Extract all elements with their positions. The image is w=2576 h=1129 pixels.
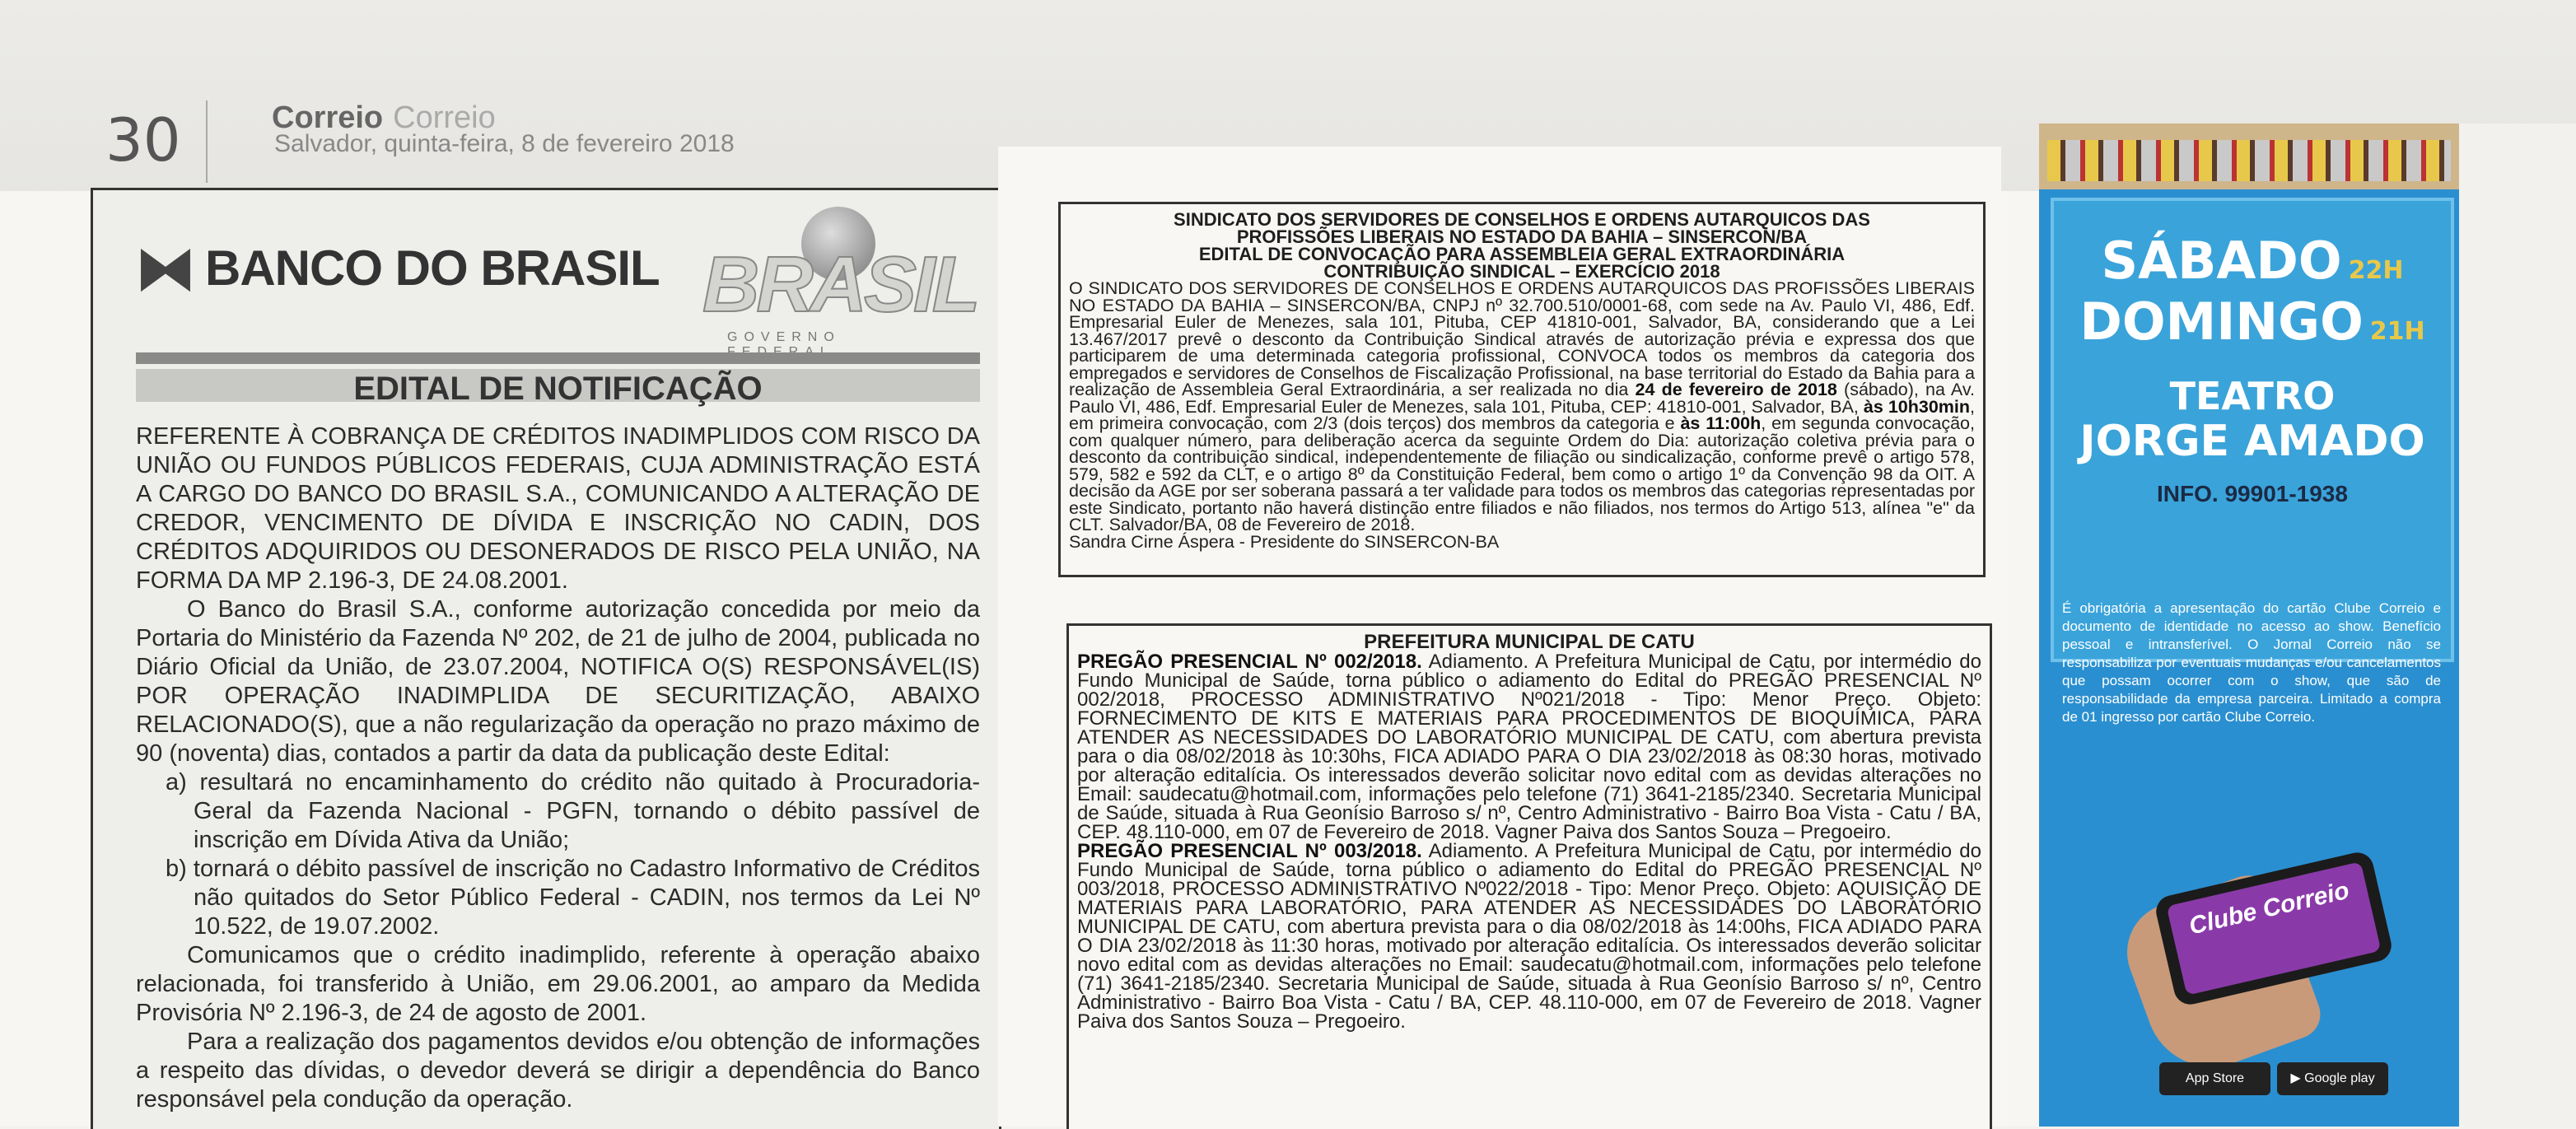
- ad-venue-1: TEATRO: [2169, 374, 2336, 418]
- ad-venue-2: JORGE AMADO: [2079, 417, 2425, 466]
- title-rule: [136, 352, 980, 364]
- sindicato-edital: [1058, 202, 1986, 577]
- pregao-003: [1077, 842, 1981, 1031]
- sindicato-date: 24 de fevereiro de 2018: [1635, 380, 1837, 399]
- page-right-margin: [2459, 124, 2576, 1127]
- notice-title: EDITAL DE NOTIFICAÇÃO: [353, 371, 763, 407]
- play-icon: ▶: [2290, 1071, 2305, 1085]
- pregao-002: [1077, 652, 1981, 842]
- brand-ghost: Correio: [393, 100, 496, 135]
- sindicato-head-2: PROFISSÕES LIBERAIS NO ESTADO DA BAHIA – SINSERCON/BA: [1236, 226, 1808, 247]
- show-poster: [2051, 198, 2454, 662]
- sindicato-text-b: (sábado), na Av. Paulo VI, 486, Edf. Empresarial Euler de Menezes, sala 101, Pituba, CEP: 41810-001, Salvador, BA,: [1069, 380, 1975, 417]
- governo-federal-logo: [702, 207, 978, 347]
- notice-para-1: O Banco do Brasil S.A., conforme autorização concedida por meio da Portaria do Ministério da Fazenda Nº 202, de 21 de julho de 2004, publicada no Diário Oficial da União, de 23.07.2004, NOTIFICA O(S) RESPONSÁVEL(IS) POR OPERAÇÃO INADIMPLIDA DE SECURITIZAÇÃO, ABAIXO RELACIONADO(S), que a não regularização da operação no prazo máximo de 90 (noventa) dias, contados a partir da data da publicação deste Edital:: [136, 596, 980, 767]
- app-store-badge[interactable]: [2159, 1062, 2270, 1095]
- notice-item-b: b) tornará o débito passível de inscrição no Cadastro Informativo de Créditos não quitados do Setor Público Federal - CADIN, nos termos da Lei Nº 10.522, de 19.07.2002.: [166, 856, 980, 940]
- app-store-label: App Store: [2185, 1071, 2245, 1085]
- sindicato-time-1: às 10h30min: [1863, 396, 1971, 417]
- ad-day-1-label: SÁBADO: [2101, 231, 2342, 291]
- gov-logo-word: BRASIL: [702, 240, 978, 329]
- sindicato-text: [1069, 280, 1975, 534]
- notice-para-2: Comunicamos que o crédito inadimplido, referente à operação abaixo relacionada, foi transferido à União, em 29.06.2001, ao amparo da Medida Provisória Nº 2.196-3, de 24 de agosto de 2001.: [136, 942, 980, 1026]
- bb-symbol-icon: ⧓: [134, 234, 197, 304]
- page-number: 30: [105, 105, 181, 175]
- google-play-badge[interactable]: [2277, 1062, 2388, 1095]
- banco-do-brasil-logo: [134, 231, 660, 305]
- pregao-003-title: PREGÃO PRESENCIAL Nº 003/2018.: [1077, 840, 1422, 862]
- sindicato-body: [1061, 280, 1983, 550]
- sindicato-text-c: , em primeira convocação, com 2/3 (dois terços) dos membros da categoria e: [1069, 396, 1975, 433]
- sindicato-text-a: O SINDICATO DOS SERVIDORES DE CONSELHOS E ORDENS AUTARQUICOS DAS PROFISSÕES LIBERAIS NO ESTADO DA BAHIA – SINSERCON/BA, CNPJ nº 32.700.510/0001-68, com sede na Av. Paulo VI, 486, Edf. Empresarial Euler de Menezes, sala 101, Pituba, CEP 41810-001, Salvador, BA, considerando que a Lei 13.467/2017 prevê o desconto da Contribuição Sindical através de autorização prévia e expressa dos que participarem de uma determinada categoria profissional, CONVOCA todos os membros da categoria dos empregados e servidores de Conselhos de Fiscalização Profissional, na base territorial do Estado da Bahia para a realização de Assembleia Geral Extraordinária, a ser realizada no dia: [1069, 278, 1975, 399]
- sindicato-head-3: EDITAL DE CONVOCAÇÃO PARA ASSEMBLEIA GERAL EXTRAORDINÁRIA: [1198, 244, 1846, 264]
- sindicato-time-2: às 11:00h: [1680, 413, 1762, 433]
- bookshelf-image: [2039, 124, 2459, 189]
- ad-disclaimer: É obrigatória a apresentação do cartão Clube Correio e documento de identidade no acesso ao show. Benefício pessoal e intransferível. O Jornal Correio não se responsabiliza por eventuais mudanças e/ou cancelamentos que possam ocorrer com o show, que são de responsabilidade da empresa parceira. Limitado a compra de 01 ingresso por cartão Clube Correio.: [2062, 600, 2441, 725]
- pregao-003-text: Adiamento. A Prefeitura Municipal de Catu, por intermédio do Fundo Municipal de Saúde, torna público o adiamento do Edital do PREGÃO PRESENCIAL Nº 003/2018, PROCESSO ADMINISTRATIVO Nº022/2018 - Tipo: Menor Preço. Objeto: AQUISIÇÃO DE MATERIAIS PARA LABORATÓRIO, PARA ATENDER AS NECESSIDADES DO LABORATÓRIO MUNICIPAL DE CATU, com abertura prevista para o dia 08/02/2018 às 14:00hs, FICA ADIADO PARA O DIA 23/02/2018 às 11:30 horas, motivado por alteração editalícia. Os interessados deverão solicitar novo edital com as devidas alterações no Email: saudecatu@hotmail.com, informações pelo telefone (71) 3641-2185/2340. Secretaria Municipal de Saúde, situada à Rua Geonísio Barroso s/ nº, Centro Administrativo - Bairro Boa Vista - Catu / BA, CEP. 48.110-000, em 07 de Fevereiro de 2018. Vagner Paiva dos Santos Souza – Pregoeiro.: [1077, 840, 1981, 1033]
- ad-day-1-time: 22H: [2348, 256, 2404, 285]
- notice-item-a: a) resultará no encaminhamento do crédito não quitado à Procuradoria-Geral da Fazenda Nacional - PGFN, tornando o débito passível de inscrição em Dívida Ativa da União;: [166, 769, 980, 853]
- prefeitura-catu-notice: [1066, 623, 1992, 1129]
- books-icon: [2047, 140, 2451, 181]
- gov-logo-sub: GOVERNO: [727, 330, 841, 344]
- ad-day-2: [2054, 292, 2451, 352]
- sindicato-text-d: , em segunda convocação, com qualquer número, para deliberação acerca da seguinte Ordem do Dia: autorização coletiva prévia para o desconto da contribuição sindical, independentemente de filiação ou sindicalização, conforme prevê o artigo 578, 579, 582 e 592 da CLT, e o artigo 8º da Constituição Federal, bem como o artigo 1º da Convenção 98 da OIT. A decisão da AGE por ser soberana passará a ter validade para todos os membros das categorias representadas por este Sindicato, portanto não haverá distinção entre filiados e não filiados, nos termos do Artigo 513, alínea "e" da CLT. Salvador/BA, 08 de Fevereiro de 2018.: [1069, 413, 1975, 534]
- ad-day-2-label: DOMINGO: [2079, 292, 2364, 352]
- google-play-label: Google play: [2304, 1071, 2375, 1085]
- phone-app-name: Clube Correio: [2186, 876, 2352, 940]
- pregao-002-title: PREGÃO PRESENCIAL Nº 002/2018.: [1077, 651, 1422, 673]
- ad-day-1: [2054, 231, 2451, 291]
- sindicato-head-4: CONTRIBUIÇÃO SINDICAL – EXERCÍCIO 2018: [1323, 261, 1720, 282]
- notice-para-3: Para a realização dos pagamentos devidos e/ou obtenção de informações a respeito das dívidas, o devedor deverá se dirigir a dependência do Banco responsável pela condução da operação.: [136, 1029, 980, 1113]
- notice-body: [136, 422, 980, 1114]
- notice-intro: REFERENTE À COBRANÇA DE CRÉDITOS INADIMPLIDOS COM RISCO DA UNIÃO OU FUNDOS PÚBLICOS FEDERAIS, CUJA ADMINISTRAÇÃO ESTÁ A CARGO DO BANCO DO BRASIL S.A., COMUNICANDO A ALTERAÇÃO DE CREDOR, VENCIMENTO DE DÍVIDA E INSCRIÇÃO NO CADIN, DOS CRÉDITOS ADQUIRIDOS OU DESONERADOS DE RISCO PELA UNIÃO, NA FORMA DA MP 2.196-3, DE 24.08.2001.: [136, 423, 980, 594]
- brand-name: Correio: [272, 100, 384, 135]
- sindicato-signature: Sandra Cirne Áspera - Presidente do SINSERCON-BA: [1069, 531, 1500, 552]
- ad-day-2-time: 21H: [2369, 317, 2425, 346]
- bank-name: BANCO DO BRASIL: [205, 240, 660, 296]
- pregao-002-text: Adiamento. A Prefeitura Municipal de Catu, por intermédio do Fundo Municipal de Saúde, torna público o adiamento do Edital do PREGÃO PRESENCIAL Nº 002/2018, PROCESSO ADMINISTRATIVO Nº021/2018 - Tipo: Menor Preço. Objeto: FORNECIMENTO DE KITS E MATERIAIS PARA PROCEDIMENTOS DE BIOQUÍMICA, PARA ATENDER AS NECESSIDADES DO LABORATÓRIO MUNICIPAL DE CATU, com abertura prevista para o dia 08/02/2018 às 10:30hs, FICA ADIADO PARA O DIA 23/02/2018 às 08:30 horas, motivado por alteração editalícia. Os interessados deverão solicitar novo edital com as devidas alterações no Email: saudecatu@hotmail.com, informações pelo telefone (71) 3641-2185/2340. Secretaria Municipal de Saúde, situada à Rua Geonísio Barroso s/ nº, Centro Administrativo - Bairro Boa Vista - Catu / BA, CEP. 48.110-000, em 07 de Fevereiro de 2018. Vagner Paiva dos Santos Souza – Pregoeiro.: [1077, 651, 1981, 843]
- prefeitura-body: [1069, 652, 1990, 1031]
- dateline: Salvador, quinta-feira, 8 de fevereiro 2018: [274, 130, 735, 157]
- header-divider: [206, 100, 208, 183]
- ad-info-phone: INFO. 99901-1938: [2157, 481, 2348, 506]
- prefeitura-head: PREFEITURA MUNICIPAL DE CATU: [1364, 631, 1695, 653]
- sindicato-head-1: SINDICATO DOS SERVIDORES DE CONSELHOS E ORDENS AUTARQUICOS DAS: [1174, 209, 1870, 230]
